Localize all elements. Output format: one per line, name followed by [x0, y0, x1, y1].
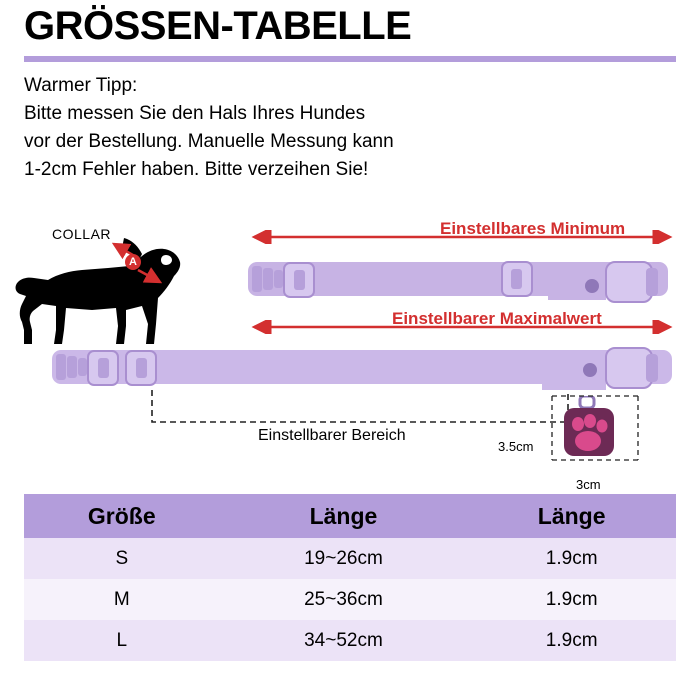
header-size: Größe [24, 494, 220, 538]
table-row [24, 579, 676, 620]
collar-top-dring-icon [546, 256, 678, 308]
tip-line-1: Warmer Tipp: [24, 75, 138, 96]
adjustable-range-label: Einstellbarer Bereich [258, 427, 406, 444]
table-row [24, 620, 676, 661]
page-title: GRÖSSEN-TABELLE [24, 4, 412, 48]
size-table [24, 494, 676, 661]
cell-size: L [24, 620, 220, 661]
cell-width: 1.9cm [467, 579, 676, 620]
collar-top-buckle-icon [250, 258, 320, 302]
adjustable-range-bracket-icon [150, 388, 570, 432]
table-row [24, 538, 676, 579]
warm-tip-block [24, 72, 624, 184]
cell-width: 1.9cm [467, 620, 676, 661]
cell-width: 1.9cm [467, 538, 676, 579]
cell-length: 34~52cm [220, 620, 468, 661]
cell-size: S [24, 538, 220, 579]
table-header-row [24, 494, 676, 538]
tip-line-3: vor der Bestellung. Manuelle Messung kann [24, 131, 394, 152]
max-measure-label: Einstellbarer Maximalwert [392, 309, 602, 328]
collar-top-slider-icon [500, 260, 540, 300]
collar-word-label: COLLAR [52, 226, 112, 242]
header-length-neck: Länge [220, 494, 468, 538]
tip-line-4: 1-2cm Fehler haben. Bitte verzeihen Sie! [24, 159, 369, 180]
min-measure-label: Einstellbares Minimum [440, 219, 626, 238]
header-length-width: Länge [467, 494, 676, 538]
tip-line-2: Bitte messen Sie den Hals Ihres Hundes [24, 103, 366, 124]
title-divider [24, 56, 676, 62]
paw-tag-dimension-lines-icon [540, 390, 644, 486]
cell-length: 19~26cm [220, 538, 468, 579]
neck-measure-badge: A [125, 254, 141, 270]
collar-diagram [0, 210, 700, 495]
cell-length: 25~36cm [220, 579, 468, 620]
paw-tag-width-label: 3cm [576, 477, 601, 492]
paw-tag-height-label: 3.5cm [498, 439, 534, 454]
cell-size: M [24, 579, 220, 620]
collar-bottom-buckle-icon [54, 346, 174, 390]
